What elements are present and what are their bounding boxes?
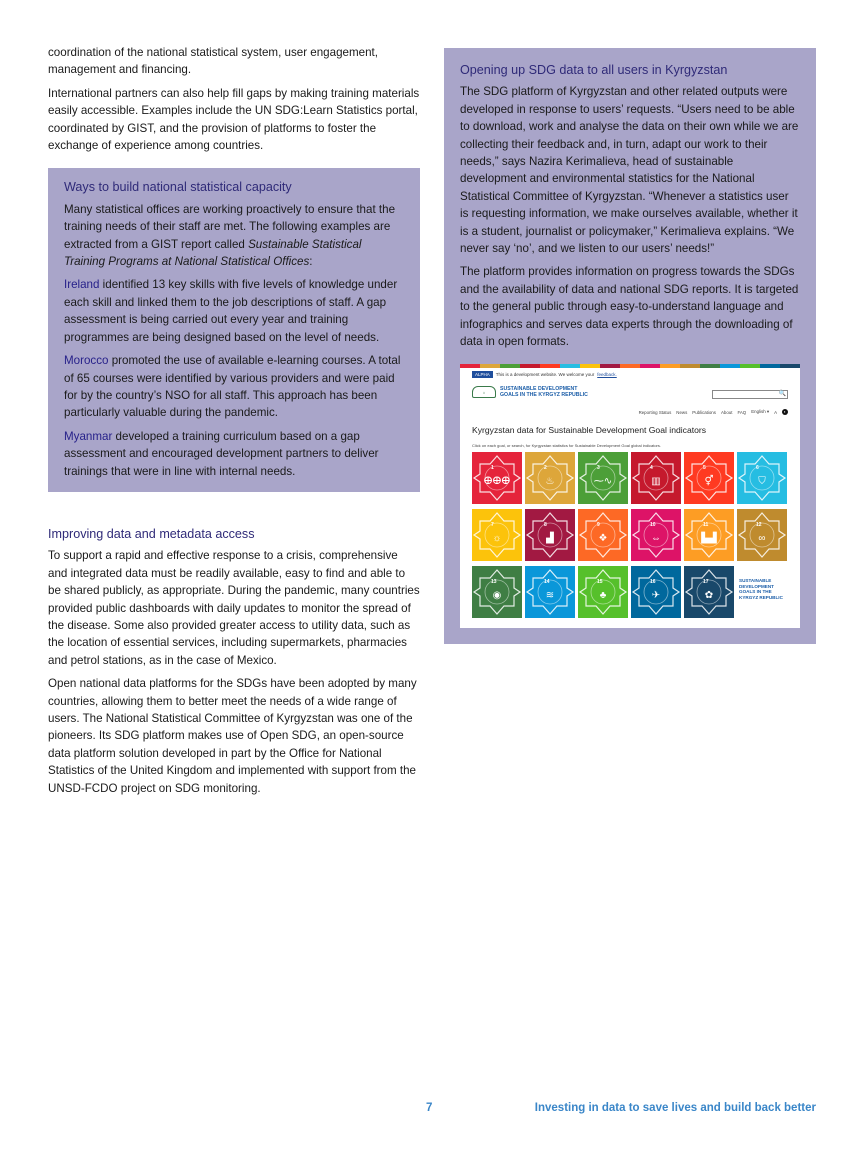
goal-number: 13 <box>491 579 497 585</box>
goal-number: 14 <box>544 579 550 585</box>
goal-tile-8[interactable] <box>525 509 575 561</box>
goal-pictogram-icon: ⇔ <box>651 533 661 544</box>
goal-tiles-grid <box>472 452 788 618</box>
capacity-box-intro: Many statistical offices are working proactively to ensure that the training needs of their staff are met. The following examples are extracted from a GIST report called Sustainable Statistical Training Programs at National Statistical Offices: <box>64 202 396 269</box>
goal-number: 6 <box>756 465 759 471</box>
goal-pictogram-icon: ☼ <box>492 533 502 544</box>
goal-pictogram-icon: ⴲⴲⴲ <box>483 476 511 487</box>
capacity-box-title: Ways to build national statistical capacity <box>64 180 292 195</box>
logo-line-2: GOALS IN THE KYRGYZ REPUBLIC <box>500 392 588 398</box>
goal-tile-15[interactable] <box>578 566 628 618</box>
goal-tile-7[interactable] <box>472 509 522 561</box>
rainbow-segment <box>600 364 620 368</box>
page-number: 7 <box>426 1102 433 1114</box>
goal-tile-3[interactable] <box>578 452 628 504</box>
goal-tile-16[interactable] <box>631 566 681 618</box>
menu-font-size[interactable]: A <box>774 409 777 415</box>
alpha-text: This is a development website. We welcome your <box>495 372 595 377</box>
goal-number: 16 <box>650 579 656 585</box>
alpha-tag: ALPHA <box>472 371 493 378</box>
yurt-logo-icon: ⌂ <box>472 386 496 398</box>
platforms-paragraph: Open national data platforms for the SDGs have been adopted by many countries, allowing them to better meet the needs of a wide range of users. The National Statistical Committee of Kyrgyzstan was one of the pioneers. Its SDG platform makes use of Open SDG, an open-source data platform solution developed in part by the Office for National Statistics of the United Kingdom and implemented with support from the UNSD-FCDO project on SDG monitoring. <box>48 677 417 795</box>
goal-pictogram-icon: ♣ <box>599 590 607 601</box>
goal-number: 9 <box>597 522 600 528</box>
site-page-subtitle: Click on each goal, or search, for Kyrgyzstan statistics for Sustainable Development Goal global indicators. <box>472 443 661 448</box>
rainbow-segment <box>480 364 500 368</box>
goal-tile-11[interactable] <box>684 509 734 561</box>
goal-pictogram-icon: ▟ <box>546 533 554 544</box>
goal-tile-logo[interactable] <box>737 566 787 618</box>
site-search-input[interactable] <box>712 390 788 399</box>
goal-pictogram-icon: ▥ <box>651 476 661 487</box>
goal-pictogram-icon: ⁓∿ <box>593 476 613 487</box>
goal-pictogram-icon: ▙▟ <box>701 533 717 544</box>
rainbow-segment <box>540 364 560 368</box>
goal-number: 7 <box>491 522 494 528</box>
capacity-box <box>48 168 420 492</box>
example-ireland: Ireland identified 13 key skills with five levels of knowledge under each skill and linked them to the job descriptions of staff. A gap assessment is being carried out every year and training programmes are being designed based on the level of needs. <box>64 278 398 344</box>
example-myanmar: Myanmar developed a training curriculum based on a gap assessment and encouraged development partners to deliver trainings that were in line with internal needs. <box>64 429 379 478</box>
rainbow-bar <box>460 364 800 368</box>
rainbow-segment <box>560 364 580 368</box>
goal-number: 10 <box>650 522 656 528</box>
goal-tile-2[interactable] <box>525 452 575 504</box>
rainbow-segment <box>780 364 800 368</box>
goal-tile-4[interactable] <box>631 452 681 504</box>
kyrgyzstan-paragraph-1: The SDG platform of Kyrgyzstan and other related outputs were developed in response to users’ requests. “Users need to be able to download, work and analyse the data on their own while we are collecting their feedback and, in turn, adapt our work to their needs,” says Nazira Kerimalieva, head of sustainable development and environmental statistics for the National Statistical Committee of Kyrgyzstan. “Whenever a statistics user is requesting information, we make ourselves available, whether it is a student, journalist or policymaker,” Kerimalieva explains. “We never say ‘no’, and we listen to our users’ needs!” <box>460 85 799 256</box>
kyrgyzstan-box-title: Opening up SDG data to all users in Kyrgyzstan <box>460 63 728 77</box>
goal-number: 15 <box>597 579 603 585</box>
alpha-banner <box>472 371 617 378</box>
goal-pictogram-icon: ∞ <box>758 533 766 544</box>
rainbow-segment <box>580 364 600 368</box>
site-menu <box>639 409 788 415</box>
footer-title: Investing in data to save lives and build back better <box>534 1102 816 1114</box>
kyrgyzstan-box <box>444 48 816 644</box>
goal-tile-14[interactable] <box>525 566 575 618</box>
rainbow-segment <box>760 364 780 368</box>
rainbow-segment <box>680 364 700 368</box>
goal-pictogram-icon: ⛉ <box>758 476 766 487</box>
example-morocco: Morocco promoted the use of available e-learning courses. A total of 65 courses were identified by various providers and were paid for by the country’s NSO for all staff. This approach has been particularly valuable during the pandemic. <box>64 354 401 420</box>
goal-pictogram-icon: ⚥ <box>704 476 714 487</box>
goal-tile-6[interactable] <box>737 452 787 504</box>
partners-paragraph: International partners can also help fill gaps by making training materials easily accessible. Examples include the UN SDG:Learn Statistics portal, coordinated by GIST, and the provision of platforms to foster the exchange of experience among countries. <box>48 86 420 153</box>
goal-number: 3 <box>597 465 600 471</box>
menu-about[interactable]: About <box>720 409 733 415</box>
menu-faq[interactable]: FAQ <box>737 409 747 415</box>
crisis-paragraph: To support a rapid and effective response to a crisis, comprehensive and integrated data must be readily available, easy to find and able to be shared publicly, as appropriate. During the pandemic, many countries provided public dashboards with daily updates to monitor the spread of the disease. Some also provided greater access to utility data, such as the location of essential services, including supermarkets, pharmacies and petrol stations, as in the case of Mexico. <box>48 549 420 667</box>
goal-number: 12 <box>756 522 762 528</box>
menu-language[interactable]: English ▾ <box>751 409 770 414</box>
goal-tile-13[interactable] <box>472 566 522 618</box>
logo-line-1: SUSTAINABLE DEVELOPMENT <box>500 386 578 392</box>
goal-number: 1 <box>491 465 494 471</box>
goal-tile-12[interactable] <box>737 509 787 561</box>
rainbow-segment <box>740 364 760 368</box>
rainbow-segment <box>700 364 720 368</box>
goal-pictogram-icon: ❖ <box>598 533 608 544</box>
goal-tile-17[interactable] <box>684 566 734 618</box>
goal-tile-10[interactable] <box>631 509 681 561</box>
contrast-icon[interactable]: ◐ <box>783 409 787 414</box>
rainbow-segment <box>460 364 480 368</box>
goal-number: 17 <box>703 579 709 585</box>
rainbow-segment <box>620 364 640 368</box>
intro-paragraph: coordination of the national statistical system, user engagement, management and financing. <box>48 46 378 77</box>
logo-tile-text: SUSTAINABLE DEVELOPMENT GOALS IN THE KYRGYZ REPUBLIC <box>739 578 783 600</box>
goal-pictogram-icon: ♨ <box>545 476 555 487</box>
site-page-title: Kyrgyzstan data for Sustainable Development Goal indicators <box>472 425 707 435</box>
rainbow-segment <box>720 364 740 368</box>
left-column <box>48 44 420 803</box>
search-icon[interactable]: 🔍 <box>778 391 787 397</box>
goal-number: 4 <box>650 465 653 471</box>
feedback-link[interactable]: feedback. <box>597 372 617 377</box>
goal-tile-1[interactable] <box>472 452 522 504</box>
goal-pictogram-icon: ≋ <box>545 590 555 601</box>
goal-number: 5 <box>703 465 706 471</box>
section-title-metadata: Improving data and metadata access <box>48 526 255 541</box>
goal-pictogram-icon: ◉ <box>492 590 502 601</box>
menu-reporting-status[interactable]: Reporting Status <box>638 409 672 415</box>
rainbow-segment <box>500 364 520 368</box>
goal-number: 11 <box>703 522 709 528</box>
rainbow-segment <box>660 364 680 368</box>
goal-tile-9[interactable] <box>578 509 628 561</box>
menu-publications[interactable]: Publications <box>692 409 716 415</box>
goal-tile-5[interactable] <box>684 452 734 504</box>
rainbow-segment <box>520 364 540 368</box>
goal-pictogram-icon: ✿ <box>704 590 714 601</box>
site-logo[interactable] <box>472 386 588 398</box>
kyrgyzstan-paragraph-2: The platform provides information on progress towards the SDGs and the availability of data and national SDG reports. It is targeted to the general public through easy-to-understand language and infographics and serves data experts through the downloading of data in open formats. <box>460 265 799 349</box>
menu-news[interactable]: News <box>676 409 688 415</box>
goal-pictogram-icon: ✈ <box>651 590 661 601</box>
sdg-platform-screenshot <box>460 364 800 628</box>
rainbow-segment <box>640 364 660 368</box>
goal-number: 2 <box>544 465 547 471</box>
goal-number: 8 <box>544 522 547 528</box>
